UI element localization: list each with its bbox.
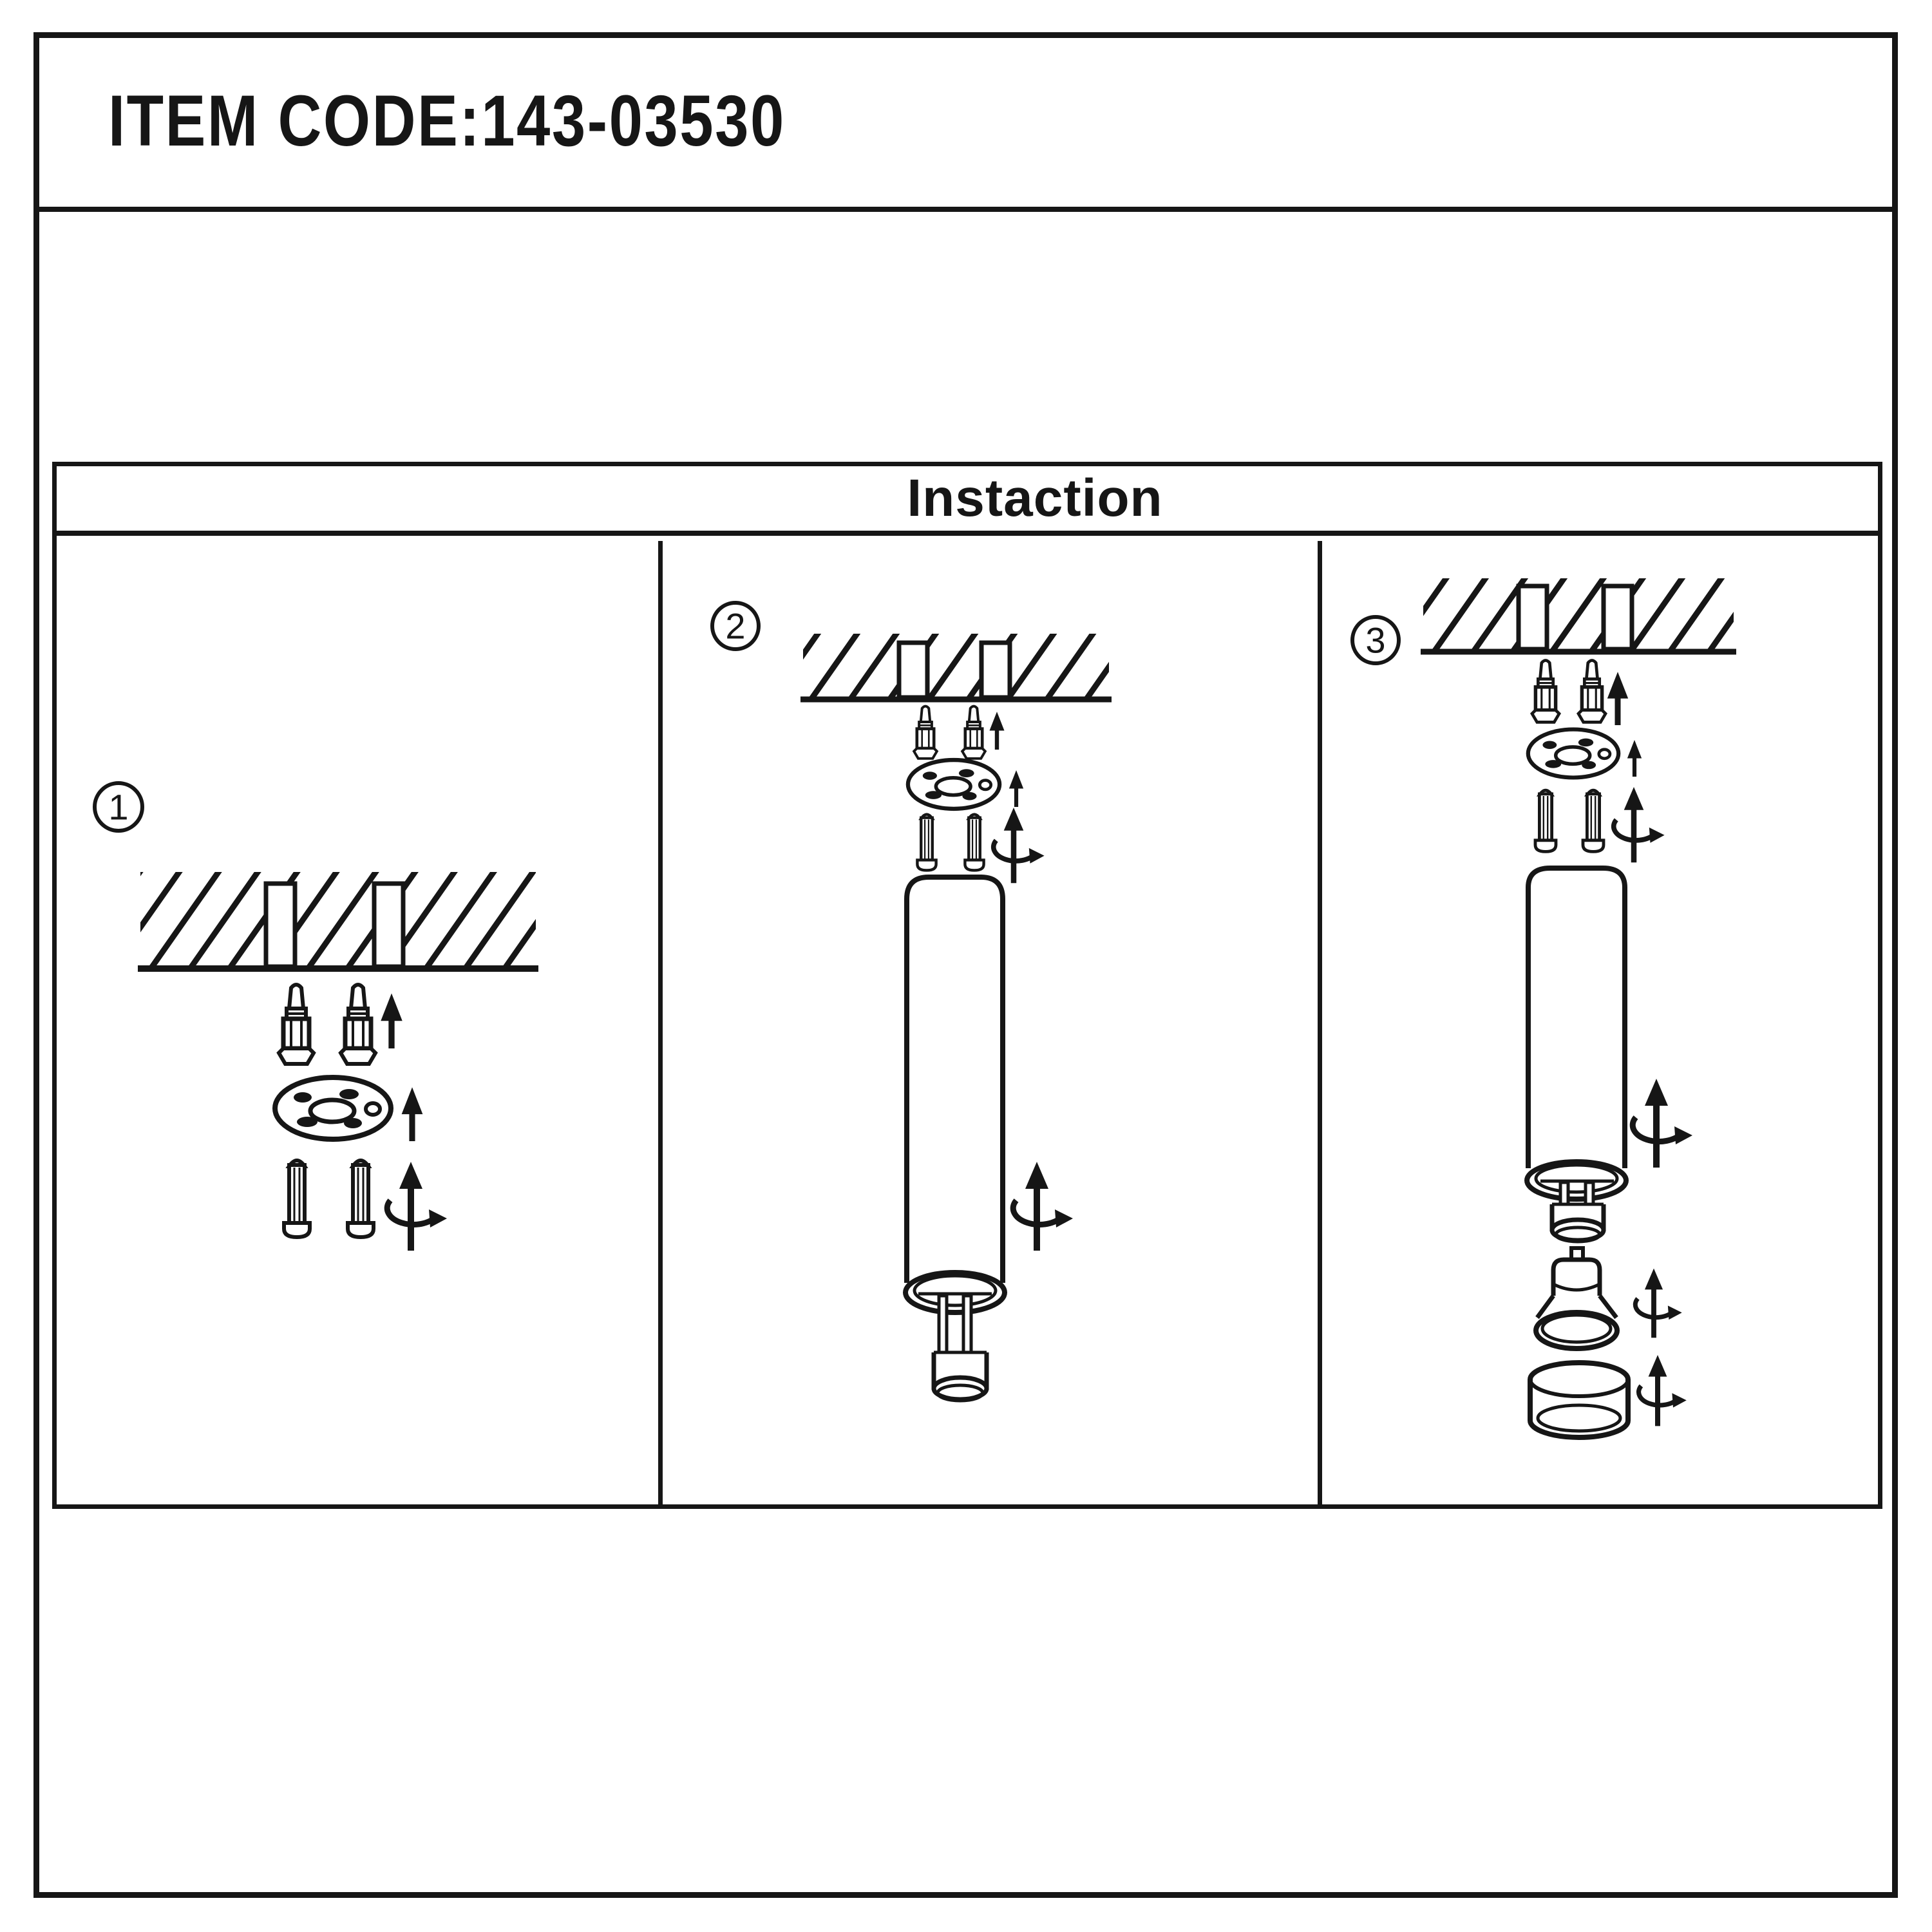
- step-2-number: 2: [725, 605, 746, 647]
- up-arrow-icon: [1607, 672, 1628, 725]
- step-3-number: 3: [1365, 620, 1386, 661]
- rotate-arrow-icon: [1013, 1162, 1073, 1251]
- screw-icon: [917, 815, 936, 871]
- screw-icon: [284, 1160, 310, 1237]
- wall-plug-anchor-icon: [1578, 660, 1605, 722]
- wall-plug-anchor-icon: [914, 706, 937, 759]
- step-2-panel: [712, 603, 1112, 1401]
- up-arrow-icon: [402, 1087, 423, 1141]
- screw-icon: [965, 815, 983, 871]
- lamp-tube-icon: [905, 877, 1005, 1401]
- rotate-arrow-icon: [1639, 1355, 1687, 1426]
- wall-plug-anchor-icon: [962, 706, 985, 759]
- wall-plug-anchor-icon: [279, 985, 314, 1064]
- mounting-plate-icon: [1528, 730, 1618, 778]
- gu10-bulb-icon: [1536, 1248, 1617, 1349]
- rotate-arrow-icon: [1633, 1079, 1692, 1168]
- rotate-arrow-icon: [994, 808, 1045, 883]
- drilled-hole-icon: [981, 643, 1010, 697]
- drilled-hole-icon: [266, 884, 295, 967]
- ceiling-hatch: [1421, 578, 1736, 652]
- screw-icon: [1535, 790, 1556, 851]
- drilled-hole-icon: [1604, 586, 1632, 649]
- drilled-hole-icon: [899, 643, 927, 697]
- step-3-badge: [1352, 617, 1399, 663]
- step-1-badge: [95, 783, 142, 831]
- up-arrow-icon: [1627, 740, 1642, 777]
- up-arrow-icon: [381, 993, 402, 1048]
- rotate-arrow-icon: [1635, 1269, 1681, 1338]
- item-code-text: ITEM CODE:143-03530: [108, 80, 786, 161]
- step-3-panel: [1352, 578, 1736, 1437]
- mounting-plate-icon: [275, 1077, 391, 1139]
- drilled-hole-icon: [374, 884, 403, 967]
- rotate-arrow-icon: [387, 1162, 447, 1251]
- up-arrow-icon: [989, 712, 1004, 750]
- step-1-number: 1: [108, 786, 129, 828]
- ceiling-hatch: [138, 872, 538, 969]
- screw-icon: [1583, 790, 1604, 851]
- wall-plug-anchor-icon: [1532, 660, 1559, 722]
- ceiling-hatch: [800, 634, 1112, 699]
- screw-icon: [348, 1160, 374, 1237]
- lamp-tube-icon: [1527, 868, 1626, 1242]
- up-arrow-icon: [1009, 770, 1023, 807]
- instruction-title: Instaction: [907, 469, 1163, 527]
- mounting-plate-icon: [908, 760, 999, 809]
- step-1-panel: [95, 783, 538, 1251]
- drilled-hole-icon: [1519, 586, 1547, 649]
- wall-plug-anchor-icon: [341, 985, 375, 1064]
- rotate-arrow-icon: [1614, 787, 1665, 862]
- cover-ring-icon: [1530, 1363, 1628, 1437]
- step-2-badge: [712, 603, 759, 649]
